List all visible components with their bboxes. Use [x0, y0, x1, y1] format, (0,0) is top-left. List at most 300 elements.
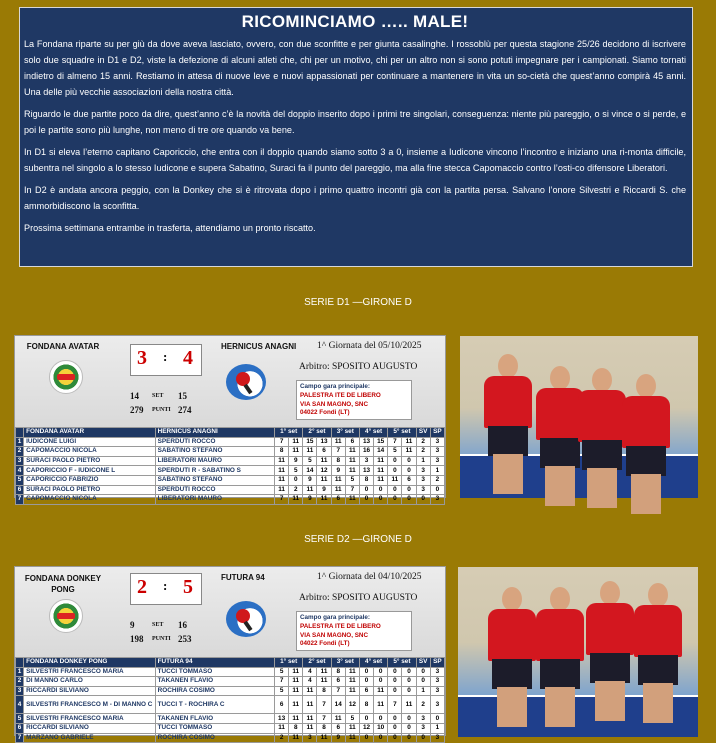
away-player: ROCHIRA COSIMO	[155, 733, 274, 743]
table-row	[16, 733, 445, 743]
set-score: 11	[374, 475, 388, 485]
sets-won: 0	[416, 733, 430, 743]
sets-lost: 3	[430, 447, 444, 457]
set-score: 0	[402, 733, 416, 743]
sets-won: 3	[416, 485, 430, 495]
sets-lost: 3	[430, 667, 444, 677]
set-score: 0	[402, 667, 416, 677]
set-score: 13	[275, 714, 289, 724]
home-player: RICCARDI SILVIANO	[24, 686, 156, 696]
venue-line: VIA SAN MAGNO, SNC	[300, 631, 368, 639]
set-score: 5	[275, 686, 289, 696]
set-score: 0	[402, 485, 416, 495]
set-score: 11	[374, 686, 388, 696]
sets-won: 3	[416, 475, 430, 485]
set-score: 15	[374, 437, 388, 447]
set-score: 0	[402, 714, 416, 724]
home-player: CAPORICCIO F - IUDICONE L	[24, 466, 156, 476]
set-score: 11	[303, 696, 317, 714]
set-score: 9	[289, 456, 303, 466]
set-score: 7	[331, 447, 345, 457]
set-score: 9	[303, 495, 317, 505]
away-player: LIBERATORI MAURO	[155, 456, 274, 466]
set-score: 0	[388, 723, 402, 733]
table-row	[16, 667, 445, 677]
set-score: 7	[275, 437, 289, 447]
match-number: 4	[16, 696, 24, 714]
sets-won: 0	[416, 667, 430, 677]
sets-lost: 1	[430, 466, 444, 476]
home-score: 3	[137, 347, 147, 369]
match-number: 2	[16, 677, 24, 687]
match-number: 4	[16, 466, 24, 476]
home-player: SILVESTRI FRANCESCO M - DI MANNO C	[24, 696, 156, 714]
set-score: 0	[374, 677, 388, 687]
matchday-date: 1^ Giornata del 05/10/2025	[317, 341, 422, 351]
set-score: 4	[303, 667, 317, 677]
set-score: 12	[359, 723, 373, 733]
away-points: 253	[178, 634, 192, 644]
sets-lost: 3	[430, 733, 444, 743]
set-score: 11	[275, 466, 289, 476]
match-number: 5	[16, 475, 24, 485]
set-score: 11	[317, 733, 331, 743]
match-number: 6	[16, 485, 24, 495]
sets-won: 0	[416, 677, 430, 687]
set-score: 5	[303, 456, 317, 466]
set-score: 0	[388, 686, 402, 696]
table-header-set: 4° set	[359, 658, 387, 668]
team-photo-d1	[460, 336, 698, 496]
set-score: 11	[388, 475, 402, 485]
set-score: 11	[303, 485, 317, 495]
set-score: 11	[374, 466, 388, 476]
table-header-set: 1° set	[275, 658, 303, 668]
away-sets: 15	[178, 391, 187, 401]
set-points-summary	[128, 391, 202, 419]
set-score: 11	[303, 686, 317, 696]
set-score: 11	[374, 456, 388, 466]
set-score: 11	[275, 723, 289, 733]
set-score: 0	[388, 495, 402, 505]
set-score: 9	[317, 485, 331, 495]
table-header-set: 2° set	[303, 428, 331, 438]
scoreboard-d2	[14, 566, 446, 741]
sets-lost: 0	[430, 485, 444, 495]
set-score: 11	[345, 733, 359, 743]
match-number: 2	[16, 447, 24, 457]
table-row	[16, 485, 445, 495]
set-score: 0	[402, 723, 416, 733]
table-header-away: FUTURA 94	[155, 658, 274, 668]
match-number: 3	[16, 456, 24, 466]
table-header-home: FONDANA AVATAR	[24, 428, 156, 438]
match-number: 1	[16, 667, 24, 677]
venue-line: 04022 Fondi (LT)	[300, 409, 350, 417]
set-score: 0	[402, 466, 416, 476]
set-score: 0	[359, 714, 373, 724]
set-score: 0	[374, 495, 388, 505]
set-score: 11	[345, 686, 359, 696]
sets-won: 3	[416, 714, 430, 724]
set-score: 11	[303, 447, 317, 457]
article-paragraph: In D1 si eleva l’eterno capitano Caporiccio, che entra con il doppio quando siamo sotto 3 a 0, insieme a Iudicone vincono l’incontro e iniziano una ri-monta difficile, subentra nel singolo a lo stesso Iudicone e supera Sabatino, Suraci fa il punto del pareggio, ma alla fine stecca Capomaccio contro l’osti-co difensore Liberatori.	[24, 147, 686, 173]
home-points: 279	[130, 405, 144, 415]
venue-line: PALESTRA ITE DE LIBERO	[300, 622, 381, 630]
set-score: 8	[359, 696, 373, 714]
table-header-blank	[16, 428, 24, 438]
set-score: 6	[331, 495, 345, 505]
set-score: 5	[345, 475, 359, 485]
set-score: 11	[317, 677, 331, 687]
set-score: 11	[374, 696, 388, 714]
venue-title: Campo gara principale:	[300, 614, 370, 621]
home-player: CAPOMACCIO NICOLA	[24, 447, 156, 457]
article-paragraph: In D2 è andata ancora peggio, con la Donkey che si è ritrovata dopo i primo quattro incontri già con la partita persa. Salvano l’onore Silvestri e Riccardi S. che ammorbidiscono la sconfitta.	[24, 185, 686, 211]
set-score: 11	[289, 677, 303, 687]
set-score: 11	[289, 667, 303, 677]
set-score: 11	[345, 495, 359, 505]
set-score: 13	[359, 466, 373, 476]
sets-lost: 2	[430, 475, 444, 485]
set-score: 7	[331, 686, 345, 696]
set-label: SET	[152, 622, 164, 628]
scoreboard-header	[15, 567, 445, 657]
sets-won: 3	[416, 466, 430, 476]
sets-won: 3	[416, 723, 430, 733]
venue-line: 04022 Fondi (LT)	[300, 640, 350, 648]
set-score: 7	[388, 437, 402, 447]
home-player: RICCARDI SILVIANO	[24, 723, 156, 733]
set-score: 0	[359, 495, 373, 505]
match-number: 7	[16, 733, 24, 743]
set-score: 11	[331, 475, 345, 485]
set-score: 11	[275, 475, 289, 485]
set-score: 7	[345, 485, 359, 495]
sets-lost: 3	[430, 696, 444, 714]
sets-won: 1	[416, 686, 430, 696]
set-score: 0	[402, 456, 416, 466]
set-score: 0	[388, 456, 402, 466]
sets-won: 2	[416, 447, 430, 457]
venue-line: VIA SAN MAGNO, SNC	[300, 400, 368, 408]
set-score: 0	[388, 667, 402, 677]
set-score: 11	[402, 696, 416, 714]
set-score: 6	[331, 677, 345, 687]
set-points-summary	[128, 620, 202, 648]
set-score: 6	[402, 475, 416, 485]
venue-box	[296, 611, 412, 651]
matchday-date: 1^ Giornata del 04/10/2025	[317, 572, 422, 582]
home-team-name: FONDANA DONKEY PONG	[24, 574, 102, 594]
away-player: SABATINO STEFANO	[155, 475, 274, 485]
sets-lost: 3	[430, 495, 444, 505]
table-row	[16, 466, 445, 476]
away-team-logo-icon	[226, 364, 266, 400]
set-score: 2	[275, 733, 289, 743]
away-player: SABATINO STEFANO	[155, 447, 274, 457]
article-paragraph: La Fondana riparte su per giù da dove aveva lasciato, ovvero, con due sconfitte e per giunta casalinghe. I rossoblù per questa stagione 25/26 decidono di iscrivere solo due squadre in D1 e D2, viste la defezione di alcuni atleti che, chi per un motivo, chi per un altro non si sono potuti impegnare per i campionati. Siamo tornati indietro di almeno 15 anni. Restiamo in attesa di nuove leve e nuovi appassionati per continuare a mantenere in vita un so-cietà che quest’anno compirà 45 anni. Una delle più vecchie associazioni della nostra città.	[24, 39, 686, 97]
set-score: 6	[331, 723, 345, 733]
set-score: 11	[331, 485, 345, 495]
table-header-home: FONDANA DONKEY PONG	[24, 658, 156, 668]
table-header-sp: SP	[430, 658, 444, 668]
set-score: 11	[289, 733, 303, 743]
table-row	[16, 475, 445, 485]
set-score: 0	[388, 466, 402, 476]
set-score: 11	[275, 456, 289, 466]
set-score: 0	[388, 714, 402, 724]
set-score: 11	[289, 495, 303, 505]
home-player: SILVESTRI FRANCESCO MARIA	[24, 667, 156, 677]
article-box	[19, 7, 693, 267]
points-label: PUNTI	[152, 636, 171, 642]
set-score: 6	[275, 696, 289, 714]
table-row	[16, 456, 445, 466]
set-score: 8	[331, 456, 345, 466]
match-number: 3	[16, 686, 24, 696]
set-score: 11	[275, 485, 289, 495]
referee: Arbitro: SPOSITO AUGUSTO	[299, 362, 418, 372]
home-score: 2	[137, 576, 147, 598]
table-row	[16, 714, 445, 724]
venue-line: PALESTRA ITE DE LIBERO	[300, 391, 381, 399]
set-score: 6	[317, 447, 331, 457]
set-score: 0	[388, 733, 402, 743]
set-score: 0	[374, 714, 388, 724]
table-row	[16, 723, 445, 733]
set-score: 8	[317, 686, 331, 696]
set-score: 5	[275, 667, 289, 677]
match-score: 2 : 5	[130, 573, 202, 605]
set-score: 6	[359, 686, 373, 696]
table-header-sv: SV	[416, 658, 430, 668]
set-score: 5	[345, 714, 359, 724]
set-score: 8	[317, 723, 331, 733]
home-player: CAPORICCIO FABRIZIO	[24, 475, 156, 485]
match-number: 5	[16, 714, 24, 724]
table-row	[16, 686, 445, 696]
venue-box	[296, 380, 412, 420]
away-player: SPERDUTI ROCCO	[155, 485, 274, 495]
away-player: ROCHIRA COSIMO	[155, 686, 274, 696]
scoreboard-header	[15, 336, 445, 427]
home-player: IUDICONE LUIGI	[24, 437, 156, 447]
referee: Arbitro: SPOSITO AUGUSTO	[299, 593, 418, 603]
away-team-name: HERNICUS ANAGNI	[221, 342, 297, 351]
away-player: TAKANEN FLAVIO	[155, 677, 274, 687]
home-player: SURACI PAOLO PIETRO	[24, 456, 156, 466]
table-row	[16, 696, 445, 714]
set-score: 11	[345, 677, 359, 687]
set-score: 14	[331, 696, 345, 714]
set-score: 9	[331, 466, 345, 476]
away-sets: 16	[178, 620, 187, 630]
set-score: 8	[331, 667, 345, 677]
set-label: SET	[152, 393, 164, 399]
table-header-set: 3° set	[331, 428, 359, 438]
set-score: 3	[303, 733, 317, 743]
section-title-d2: SERIE D2 —GIRONE D	[304, 534, 412, 545]
away-team-logo-icon	[226, 601, 266, 637]
team-photo-d2	[458, 567, 698, 735]
away-player: SPERDUTI R - SABATINO S	[155, 466, 274, 476]
set-score: 0	[374, 667, 388, 677]
set-score: 7	[275, 677, 289, 687]
set-score: 11	[345, 723, 359, 733]
set-score: 7	[275, 495, 289, 505]
set-score: 11	[317, 667, 331, 677]
table-header-sp: SP	[430, 428, 444, 438]
table-row	[16, 447, 445, 457]
table-row	[16, 677, 445, 687]
set-score: 12	[317, 466, 331, 476]
set-score: 0	[374, 733, 388, 743]
away-player: TUCCI TOMMASO	[155, 723, 274, 733]
set-score: 11	[402, 447, 416, 457]
set-score: 11	[345, 667, 359, 677]
points-label: PUNTI	[152, 407, 171, 413]
set-score: 3	[359, 456, 373, 466]
sets-lost: 3	[430, 677, 444, 687]
table-row	[16, 437, 445, 447]
sets-lost: 3	[430, 686, 444, 696]
set-score: 0	[359, 485, 373, 495]
set-score: 8	[275, 447, 289, 457]
set-score: 8	[289, 723, 303, 733]
set-score: 11	[289, 714, 303, 724]
set-score: 10	[374, 723, 388, 733]
set-score: 11	[303, 714, 317, 724]
set-score: 11	[317, 475, 331, 485]
table-header-set: 5° set	[388, 658, 416, 668]
set-score: 0	[289, 475, 303, 485]
set-score: 11	[317, 495, 331, 505]
table-header-away: HERNICUS ANAGNI	[155, 428, 274, 438]
set-score: 11	[289, 686, 303, 696]
sets-lost: 1	[430, 723, 444, 733]
section-title-d1: SERIE D1 —GIRONE D	[304, 297, 412, 308]
set-score: 0	[359, 677, 373, 687]
set-score: 6	[345, 437, 359, 447]
set-score: 13	[317, 437, 331, 447]
set-score: 16	[359, 447, 373, 457]
set-score: 0	[402, 495, 416, 505]
set-score: 9	[331, 733, 345, 743]
set-score: 11	[317, 456, 331, 466]
away-player: SPERDUTI ROCCO	[155, 437, 274, 447]
home-team-logo-icon	[49, 599, 83, 633]
set-score: 14	[374, 447, 388, 457]
away-score: 4	[183, 347, 193, 369]
set-score: 9	[303, 475, 317, 485]
set-score: 11	[331, 714, 345, 724]
home-team-name: FONDANA AVATAR	[26, 342, 100, 351]
home-player: SILVESTRI FRANCESCO MARIA	[24, 714, 156, 724]
venue-title: Campo gara principale:	[300, 383, 370, 390]
set-score: 0	[388, 485, 402, 495]
article-paragraph: Prossima settimana entrambe in trasferta, attendiamo un pronto riscatto.	[24, 223, 316, 233]
sets-lost: 0	[430, 714, 444, 724]
table-header-set: 4° set	[359, 428, 387, 438]
away-score: 5	[183, 576, 193, 598]
set-score: 11	[331, 437, 345, 447]
away-player: TUCCI TOMMASO	[155, 667, 274, 677]
set-score: 11	[345, 456, 359, 466]
set-score: 11	[289, 696, 303, 714]
home-team-logo-icon	[49, 360, 83, 394]
table-header-set: 2° set	[303, 658, 331, 668]
away-player: TAKANEN FLAVIO	[155, 714, 274, 724]
home-player: DI MANNO CARLO	[24, 677, 156, 687]
sets-won: 0	[416, 495, 430, 505]
home-points: 198	[130, 634, 144, 644]
article-title: RICOMINCIAMO ….. MALE!	[241, 12, 469, 31]
table-header-set: 3° set	[331, 658, 359, 668]
set-score: 8	[359, 475, 373, 485]
results-table	[15, 427, 445, 505]
set-score: 0	[402, 677, 416, 687]
set-score: 11	[345, 466, 359, 476]
set-score: 11	[345, 447, 359, 457]
table-header-set: 1° set	[275, 428, 303, 438]
set-score: 0	[402, 686, 416, 696]
table-header-blank	[16, 658, 24, 668]
sets-won: 1	[416, 456, 430, 466]
match-number: 1	[16, 437, 24, 447]
set-score: 7	[317, 696, 331, 714]
set-score: 0	[374, 485, 388, 495]
table-header-set: 5° set	[388, 428, 416, 438]
sets-lost: 3	[430, 437, 444, 447]
set-score: 15	[303, 437, 317, 447]
home-player: SURACI PAOLO PIETRO	[24, 485, 156, 495]
set-score: 7	[317, 714, 331, 724]
match-number: 6	[16, 723, 24, 733]
away-points: 274	[178, 405, 192, 415]
set-score: 11	[289, 437, 303, 447]
table-row	[16, 495, 445, 505]
sets-lost: 3	[430, 456, 444, 466]
set-score: 11	[289, 447, 303, 457]
sets-won: 2	[416, 696, 430, 714]
table-header-sv: SV	[416, 428, 430, 438]
scoreboard-d1	[14, 335, 446, 503]
away-team-name: FUTURA 94	[221, 573, 265, 582]
set-score: 0	[388, 677, 402, 687]
results-table	[15, 657, 445, 743]
set-score: 0	[359, 667, 373, 677]
set-score: 2	[289, 485, 303, 495]
set-score: 5	[388, 447, 402, 457]
match-number: 7	[16, 495, 24, 505]
set-score: 4	[303, 677, 317, 687]
set-score: 5	[289, 466, 303, 476]
home-sets: 14	[130, 391, 139, 401]
sets-won: 2	[416, 437, 430, 447]
away-player: LIBERATORI MAURO	[155, 495, 274, 505]
set-score: 13	[359, 437, 373, 447]
home-player: CAPOMACCIO NICOLA	[24, 495, 156, 505]
set-score: 12	[345, 696, 359, 714]
set-score: 14	[303, 466, 317, 476]
set-score: 11	[303, 723, 317, 733]
home-player: MARZANO GABRIELE	[24, 733, 156, 743]
match-score: 3 : 4	[130, 344, 202, 376]
set-score: 7	[388, 696, 402, 714]
set-score: 0	[359, 733, 373, 743]
away-player: TUCCI T - ROCHIRA C	[155, 696, 274, 714]
